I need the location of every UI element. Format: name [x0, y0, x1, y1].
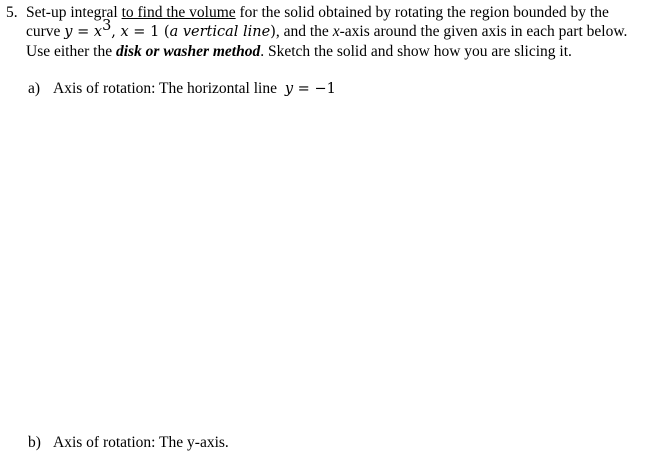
curve-lhs: y [64, 24, 73, 40]
comma: , [111, 24, 121, 40]
part-a-eq-var: y [284, 81, 294, 97]
curve-equals: = [72, 24, 94, 40]
problem-5 [6, 3, 652, 61]
line3-text-start: Use either the [26, 43, 116, 60]
method-phrase: disk or washer method [115, 43, 261, 60]
line1-text-start: Set-up integral [26, 4, 122, 21]
line-x-equals: = 1 ( [128, 24, 170, 40]
line2-text-start: curve [26, 23, 65, 40]
curve-exponent: 3 [102, 18, 112, 34]
part-a [28, 79, 336, 99]
line2-text-mid: , and the [275, 23, 333, 40]
part-b [28, 433, 229, 452]
underlined-phrase: to find the volume [121, 4, 236, 21]
part-a-label: a) [28, 80, 41, 97]
part-b-text: Axis of rotation: The y-axis. [53, 434, 229, 451]
line2-text-end: -axis around the given axis in each part below. [339, 23, 628, 40]
part-b-label: b) [28, 434, 41, 451]
line1-text-end: for the solid obtained by rotating the region bounded by the [235, 4, 609, 21]
statement-line-3 [26, 42, 652, 61]
curve-rhs: x [93, 24, 103, 40]
part-a-text: Axis of rotation: The horizontal line [53, 80, 281, 97]
xaxis-var: x [332, 23, 340, 40]
line-x-var: x [120, 24, 129, 40]
statement-line-2 [26, 18, 652, 42]
close-paren: ) [270, 24, 276, 40]
problem-number: 5. [6, 4, 18, 21]
problem-statement [26, 3, 652, 61]
vertical-line-note: a vertical line [169, 24, 271, 40]
part-a-eq-rest: = −1 [293, 81, 336, 97]
line3-text-end: . Sketch the solid and show how you are slicing it. [260, 43, 572, 60]
statement-line-1 [26, 3, 652, 22]
